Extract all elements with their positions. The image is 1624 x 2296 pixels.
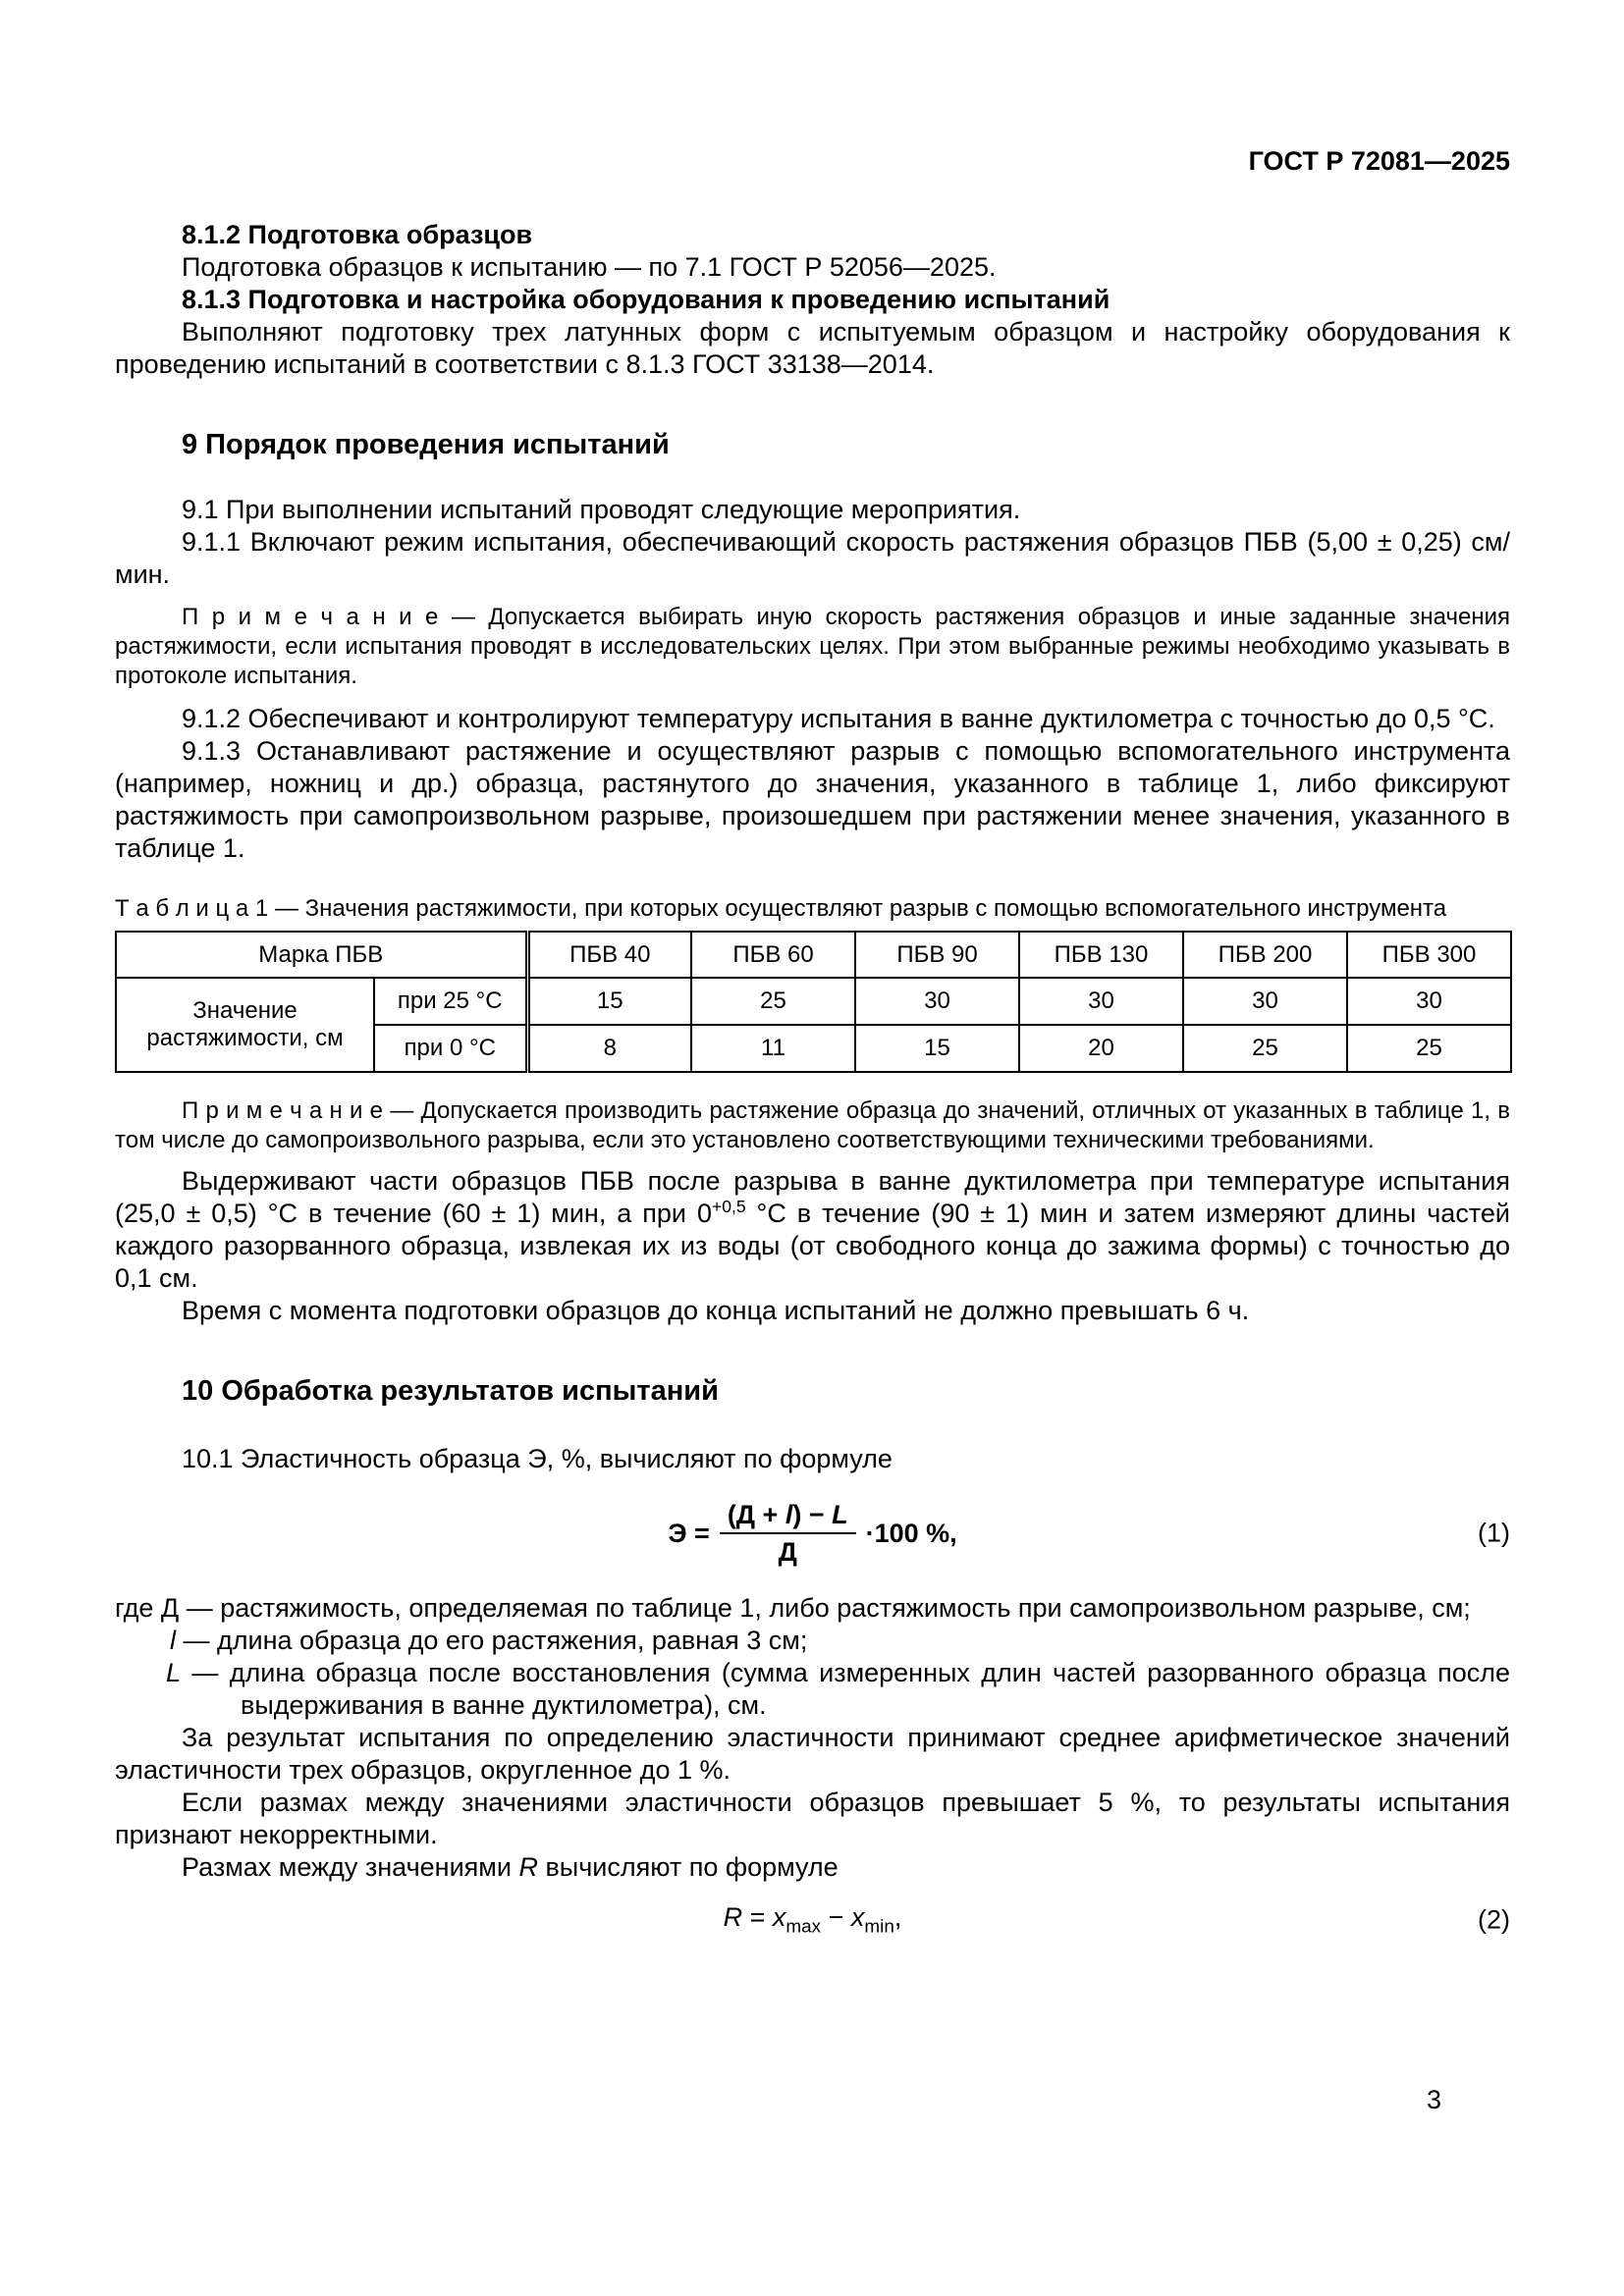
legend-term-l-text: — длина образца до его растяжения, равная 3 см; bbox=[176, 1626, 808, 1656]
formula-2-expression bbox=[724, 1901, 902, 1938]
paragraph-9-1-1: 9.1.1 Включают режим испытания, обеспечивающий скорость растяжения образцов ПБВ (5,00 ± 0,25) см/мин. bbox=[115, 526, 1510, 589]
formula-1 bbox=[115, 1499, 1510, 1570]
table-value: 30 bbox=[1183, 978, 1347, 1025]
table-row-header bbox=[116, 932, 1511, 979]
paragraph-9-1: 9.1 При выполнении испытаний проводят следующие мероприятия. bbox=[182, 495, 1021, 524]
paragraph-8-1-3: Выполняют подготовку трех латунных форм с испытуемым образцом и настройку оборудования к проведению испытаний в соответствии с 8.1.3 ГОСТ 33138—2014. bbox=[115, 316, 1510, 379]
paragraph-range-formula-intro bbox=[115, 1851, 1510, 1884]
table-value: 25 bbox=[1183, 1025, 1347, 1072]
formula-1-expression bbox=[668, 1499, 956, 1570]
section-10-title: 10 Обработка результатов испытаний bbox=[182, 1375, 719, 1408]
table-header-brand: ПБВ 130 bbox=[1019, 932, 1183, 979]
fraction bbox=[720, 1499, 856, 1570]
legend-term-D: где Д — растяжимость, определяемая по таблице 1, либо растяжимость при самопроизвольном разрыве, см; bbox=[115, 1593, 1471, 1624]
intro-text: Размах между значениями bbox=[182, 1851, 519, 1882]
paragraph-time-limit: Время с момента подготовки образцов до конца испытаний не должно превышать 6 ч. bbox=[182, 1296, 1250, 1326]
paragraph-8-1-2: Подготовка образцов к испытанию — по 7.1 ГОСТ Р 52056—2025. bbox=[182, 251, 997, 282]
table-value: 25 bbox=[691, 978, 855, 1025]
paragraph-range-limit: Если размах между значениями эластичности образцов превышает 5 %, то результаты испытания признают некорректными. bbox=[115, 1788, 1510, 1849]
formula-1-tail: ·100 %, bbox=[865, 1519, 957, 1549]
table-header-brand: ПБВ 90 bbox=[855, 932, 1019, 979]
numerator-text: (Д + bbox=[727, 1499, 785, 1529]
table-value: 25 bbox=[1347, 1025, 1511, 1072]
comma: , bbox=[893, 1901, 902, 1932]
table-1 bbox=[115, 931, 1512, 1073]
paragraph-10-1: 10.1 Эластичность образца Э, %, вычисляют по формуле bbox=[182, 1443, 893, 1473]
symbol-R: R bbox=[723, 1901, 743, 1932]
table-value: 8 bbox=[527, 1025, 691, 1072]
paragraph-9-1-2: 9.1.2 Обеспечивают и контролируют температуру испытания в ванне дуктилометра с точностью до 0,5 °С. bbox=[182, 703, 1495, 733]
formula-1-lhs: Э = bbox=[668, 1519, 710, 1549]
paragraph-9-1-3: 9.1.3 Останавливают растяжение и осуществляют разрыв с помощью вспомогательного инструмента (например, ножниц и др.) образца, растянутого до значения, указанного в таблице 1, либо фиксируют растяжимость при самопроизвольном разрыве, произошедшем при растяжении менее значения, указанного в таблице 1. bbox=[115, 735, 1510, 863]
equals: = bbox=[742, 1901, 773, 1932]
symbol-x: x bbox=[772, 1901, 786, 1932]
subscript-min: min bbox=[864, 1916, 894, 1938]
paragraph-mean-result: За результат испытания по определению эластичности принимают среднее арифметическое значений эластичности трех образцов, округленное до 1 %. bbox=[115, 1723, 1510, 1786]
note-9-1-1: П р и м е ч а н и е — Допускается выбирать иную скорость растяжения образцов и иные заданные значения растяжимости, если испытания проводят в исследовательских целях. При этом выбранные режимы необходимо указывать в протоколе испытания. bbox=[115, 603, 1510, 689]
heading-8-1-3: 8.1.3 Подготовка и настройка оборудования к проведению испытаний bbox=[182, 284, 1110, 314]
table-row bbox=[116, 978, 1511, 1025]
legend-term-L bbox=[115, 1657, 1510, 1722]
legend-term-l bbox=[115, 1625, 1510, 1657]
table-row-label: Значение растяжимости, см bbox=[116, 978, 374, 1071]
superscript-tolerance: +0,5 bbox=[711, 1197, 746, 1217]
page-content bbox=[115, 145, 1510, 1955]
table-1-note: П р и м е ч а н и е — Допускается производить растяжение образца до значений, отличных от указанных в таблице 1, в том числе до самопроизвольного разрыва, если это установлено соответствующими техническими требованиями. bbox=[115, 1096, 1510, 1153]
table-value: 20 bbox=[1019, 1025, 1183, 1072]
fraction-denominator: Д bbox=[778, 1537, 797, 1568]
table-value: 11 bbox=[691, 1025, 855, 1072]
subscript-max: max bbox=[785, 1916, 822, 1938]
table-value: 30 bbox=[1019, 978, 1183, 1025]
table-condition: при 25 °С bbox=[374, 978, 527, 1025]
legend-term-L-text: — длина образца после восстановления (сумма измеренных длин частей разорванного образца после выдерживания в ванне дуктилометра), см. bbox=[181, 1658, 1510, 1721]
fraction-numerator bbox=[720, 1499, 856, 1535]
intro-text: вычисляют по формуле bbox=[537, 1851, 839, 1882]
symbol-l: l bbox=[785, 1499, 793, 1529]
paragraph-soak-text: Выдерживают части образцов ПБВ после разрыва в ванне дуктилометра при температуре испытания (25,0 ± 0,5) °С в течение (60 ± 1) мин, а при 0 bbox=[115, 1165, 1510, 1229]
formula-2 bbox=[115, 1901, 1510, 1938]
page-number: 3 bbox=[1426, 2085, 1441, 2114]
formula-1-number: (1) bbox=[1478, 1519, 1510, 1549]
symbol-L: L bbox=[832, 1499, 848, 1529]
table-header-marka: Марка ПБВ bbox=[116, 932, 527, 979]
table-value: 15 bbox=[527, 978, 691, 1025]
section-9-title: 9 Порядок проведения испытаний bbox=[182, 428, 670, 460]
symbol-l: l bbox=[170, 1626, 176, 1656]
symbol-R: R bbox=[518, 1851, 538, 1882]
symbol-x: x bbox=[850, 1901, 865, 1932]
document-code-header: ГОСТ Р 72081—2025 bbox=[1248, 146, 1510, 176]
symbol-L: L bbox=[166, 1658, 182, 1688]
table-value: 15 bbox=[855, 1025, 1019, 1072]
table-header-brand: ПБВ 40 bbox=[527, 932, 691, 979]
table-header-brand: ПБВ 300 bbox=[1347, 932, 1511, 979]
table-header-brand: ПБВ 60 bbox=[691, 932, 855, 979]
heading-8-1-2: 8.1.2 Подготовка образцов bbox=[182, 219, 533, 249]
minus: − bbox=[821, 1901, 851, 1932]
formula-2-number: (2) bbox=[1478, 1904, 1510, 1935]
formula-1-legend bbox=[115, 1592, 1510, 1722]
table-value: 30 bbox=[1347, 978, 1511, 1025]
table-1-caption: Т а б л и ц а 1 — Значения растяжимости, при которых осуществляют разрыв с помощью вспомогательного инструмента bbox=[115, 894, 1447, 922]
table-condition: при 0 °С bbox=[374, 1025, 527, 1072]
table-value: 30 bbox=[855, 978, 1019, 1025]
table-header-brand: ПБВ 200 bbox=[1183, 932, 1347, 979]
paragraph-soak bbox=[115, 1165, 1510, 1296]
paragraph-soak-text: °С в течение (90 ± 1) мин и затем измеряют длины частей каждого разорванного образца, извлекая их из воды (от свободного конца до зажима формы) с точностью до 0,1 см. bbox=[115, 1199, 1510, 1294]
numerator-text: ) − bbox=[792, 1499, 833, 1529]
